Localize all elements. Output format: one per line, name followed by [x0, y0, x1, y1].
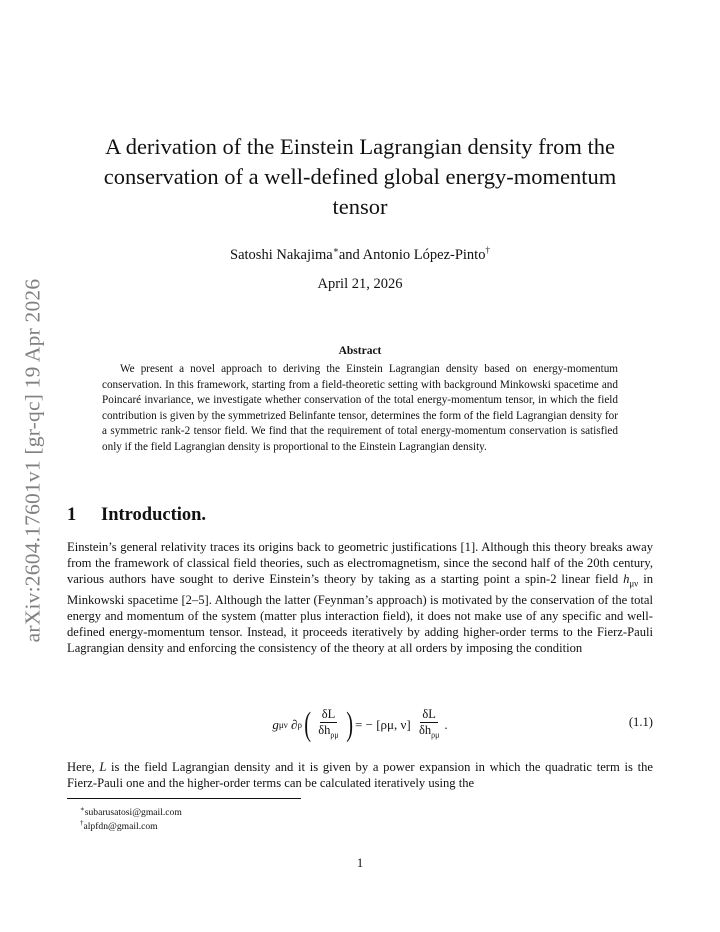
eq-frac2-numerator: δL [422, 707, 436, 722]
title-line-1: A derivation of the Einstein Lagrangian density from the [105, 134, 615, 159]
footnote-1-email[interactable]: subarusatosi@gmail.com [84, 807, 182, 819]
footnote-divider [67, 798, 301, 799]
eq-metric-sub: μν [278, 720, 288, 730]
arxiv-identifier-stamp [14, 268, 52, 652]
intro-text-1a: Einstein’s general relativity traces its origins back to geometric justifications [1]. Although this theory breaks away from the framework of classical field theories, such as electromagnetism, since the second half of the 20th century, various authors have sought to derive Einstein’s theory by taking as a starting point a spin-2 linear field [67, 540, 653, 587]
section-title: Introduction. [101, 505, 207, 525]
author-list [60, 240, 660, 265]
title-line-3: tensor [332, 194, 388, 219]
abstract-body: We present a novel approach to deriving the Einstein Lagrangian density based on energy-momentum conservation. In this framework, starting from a field-theoretic setting with background Minkowski spacetime and Poincaré invariance, we investigate whether conservation of the total energy-momentum tensor, in which the field contribution is given by the symmetrized Belinfante tensor, determines the form of the field Lagrangian density for a symmetric rank-2 tensor field. We find that the requirement of total energy-momentum conservation is satisfied only if the field Lagrangian density is proportional to the Einstein Lagrangian density. [102, 363, 618, 453]
title-line-2: conservation of a well-defined global energy-momentum [103, 164, 617, 189]
equation-body [67, 702, 653, 748]
math-L: L [99, 760, 107, 774]
intro-text-1b: in Minkowski spacetime [2–5]. Although the latter (Feynman’s approach) is motivated by the conservation of the total energy and momentum of the system (matter plus interaction field), it does not make use of any specific and well-defined energy-momentum tensor. Instead, it proceeds iteratively by adding higher-order terms to the Fierz-Pauli Lagrangian density and enforcing the consistency of the theory at all orders by imposing the condition [67, 572, 653, 656]
paper-date: April 21, 2026 [317, 276, 403, 292]
eq-partial-sub: ρ [297, 720, 302, 730]
eq-frac2-denominator: $\delta h_{\rho\mu}$ [418, 723, 440, 740]
equation-number: (1.1) [628, 715, 653, 729]
eq-equals: = − [355, 717, 373, 732]
eq-bracket: [ρμ, ν] [376, 717, 411, 732]
paper-title [60, 132, 660, 222]
footnote-mark-1[interactable]: ∗ [332, 245, 339, 255]
eq-left-paren: ( [304, 706, 312, 743]
abstract-heading: Abstract [338, 345, 382, 357]
footnote-2 [80, 817, 158, 833]
introduction-paragraph-2 [67, 759, 653, 791]
eq-metric-g: g [272, 717, 279, 732]
eq-frac1-numerator: δL [321, 707, 336, 722]
arxiv-stamp-text: arXiv:2604.17601v1 [gr-qc] 19 Apr 2026 [20, 278, 45, 642]
author-name-2: and Antonio López-Pinto [338, 246, 486, 263]
section-number: 1 [67, 505, 77, 525]
math-h-subscript: μν [629, 578, 639, 589]
equation-1-1 [67, 702, 653, 748]
eq-period: . [444, 717, 448, 732]
author-name-1: Satoshi Nakajima [230, 246, 333, 263]
eq-frac1-denominator: $\delta h_{\rho\mu}$ [318, 723, 339, 740]
section-heading-introduction [67, 503, 206, 527]
eq-fraction-1 [316, 707, 340, 743]
page-number: 1 [356, 856, 364, 870]
footnote-mark-2[interactable]: † [485, 245, 490, 255]
math-h: h [623, 572, 630, 587]
intro-text-2b: is the field Lagrangian density and it is given by a power expansion in which the quadratic term is the Fierz-Pauli one and the higher-order terms can be calculated iteratively using the [67, 760, 653, 791]
intro-text-2a: Here, [67, 760, 100, 774]
footnote-2-mark: † [80, 819, 84, 827]
eq-right-paren: ) [345, 706, 353, 743]
eq-partial: ∂ [291, 717, 298, 732]
footnote-1-mark: ∗ [80, 805, 85, 813]
footnote-2-email[interactable]: alpfdn@gmail.com [83, 821, 158, 833]
eq-fraction-2 [417, 707, 441, 743]
introduction-paragraph-1 [67, 539, 653, 656]
